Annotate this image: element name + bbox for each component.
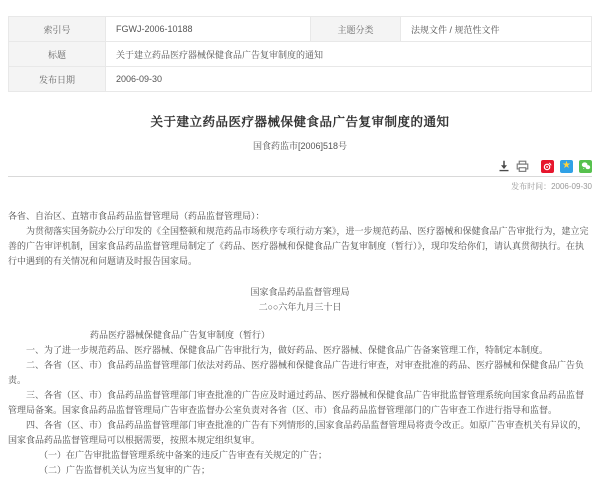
publish-time — [8, 181, 592, 192]
paragraph: 药品医疗器械保健食品广告复审制度（暂行） — [90, 330, 271, 340]
index-number-value: FGWJ-2006-10188 — [106, 17, 311, 42]
paragraph: 国家食品药品监督管理局 — [250, 287, 350, 297]
paragraph: 为贯彻落实国务院办公厅印发的《全国整顿和规范药品市场秩序专项行动方案》，进一步规范药品、医疗器械和保健食品广告审批行为，建立完善的广告审评机制，国家食品药品监督管理局制定了《药品、医疗器械和保健食品广告复审制度（暂行）》，现印发给你们，请认真贯彻执行。在执行中遇到的有关情况和问题请及时报告国家局。 — [8, 226, 589, 266]
document-number: 国食药监市[2006]518号 — [252, 141, 348, 151]
paragraph: （一）在广告审批监督管理系统中备案的违反广告审查有关规定的广告； — [39, 450, 328, 460]
publish-date-value: 2006-09-30 — [106, 67, 592, 92]
paragraph: 一、为了进一步规范药品、医疗器械、保健食品广告审批行为，做好药品、医疗器械、保健食品广告备案管理工作，特制定本制度。 — [26, 345, 549, 355]
paragraph: 各省、自治区、直辖市食品药品监督管理局（药品监督管理局）： — [8, 211, 265, 221]
publish-time-value: 2006-09-30 — [551, 182, 592, 191]
publish-time-label: 发布时间： — [511, 182, 552, 191]
publish-date-label: 发布日期 — [9, 67, 106, 92]
weibo-share-icon[interactable] — [541, 160, 554, 173]
document-info-table — [8, 16, 592, 92]
paragraph: 二○○六年九月三十日 — [258, 302, 342, 312]
index-number-label: 索引号 — [9, 17, 106, 42]
subject-category-label: 主题分类 — [311, 17, 401, 42]
print-icon[interactable] — [516, 160, 529, 173]
table-row — [9, 67, 592, 92]
paragraph: 三、各省（区、市）食品药品监督管理部门审查批准的广告应及时通过药品、医疗器械和保健食品广告审批监督管理系统向国家食品药品监督管理局备案。国家食品药品监督管理局广告审查监督办公室负责对各省（区、市）食品药品监督管理部门的广告审查工作进行指导和监督。 — [8, 390, 585, 415]
paragraph: （二）广告监督机关认为应当复审的广告； — [39, 465, 211, 475]
table-row — [9, 42, 592, 67]
qzone-share-icon[interactable]: ★ — [560, 160, 573, 173]
article-toolbar — [8, 159, 592, 173]
title-value: 关于建立药品医疗器械保健食品广告复审制度的通知 — [106, 42, 592, 67]
wechat-share-icon[interactable] — [579, 160, 592, 173]
paragraph: 四、各省（区、市）食品药品监督管理部门审查批准的广告有下列情形的,国家食品药品监督管理局将责令改正。如原广告审查机关有异议的，国家食品药品监督管理局可以根据需要，按照本规定组织复审。 — [8, 420, 587, 445]
page-title: 关于建立药品医疗器械保健食品广告复审制度的通知 — [150, 115, 450, 129]
table-row — [9, 17, 592, 42]
divider — [8, 176, 592, 177]
title-label: 标题 — [9, 42, 106, 67]
subject-category-value: 法规文件 / 规范性文件 — [401, 17, 592, 42]
article-body — [8, 209, 592, 478]
paragraph: 二、各省（区、市）食品药品监督管理部门依法对药品、医疗器械和保健食品广告进行审查，对审查批准的药品、医疗器械和保健食品广告负责。 — [8, 360, 585, 385]
download-icon[interactable] — [498, 160, 510, 172]
